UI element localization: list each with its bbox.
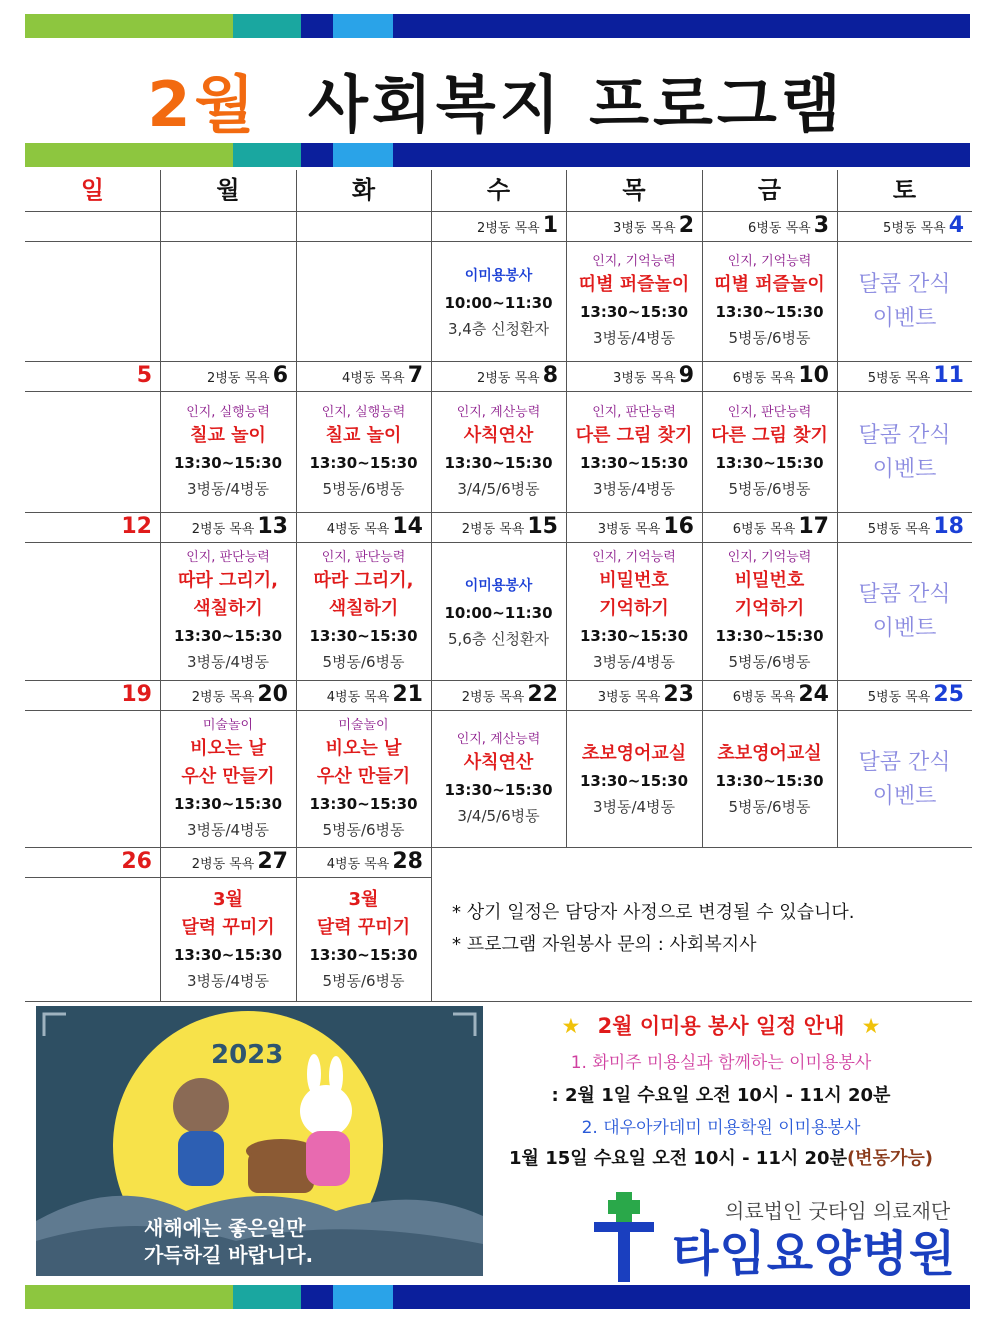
bath-ward: 6병동 목욕 (732, 371, 796, 386)
program-category: 인지, 판단능력 (592, 404, 676, 420)
bath-ward: 6병동 목욕 (748, 221, 811, 236)
haircut-info (486, 1010, 956, 1170)
sunday-date: 5 (136, 363, 152, 388)
program-category: 미술놀이 (338, 717, 389, 733)
program-time: 13:30~15:30 (173, 627, 283, 645)
program-name: 3월 (348, 889, 379, 910)
program-time: 13:30~15:30 (309, 453, 418, 472)
snack-event: 이벤트 (872, 456, 937, 482)
sunday-date: 12 (121, 514, 152, 539)
date-number: 28 (392, 849, 423, 874)
grid-line (566, 680, 567, 847)
date-number: 21 (392, 682, 423, 707)
bath-ward: 3병동 목욕 (597, 690, 661, 705)
day-program (160, 712, 296, 847)
day-header: 목 (622, 176, 646, 204)
date-label (296, 512, 431, 542)
date-number: 4 (948, 213, 964, 238)
date-number: 10 (798, 363, 829, 388)
program-category: 인지, 기억능력 (592, 550, 676, 565)
date-label (431, 211, 566, 241)
grid-line (296, 211, 297, 361)
date-number: 20 (257, 682, 288, 707)
date-number: 17 (798, 514, 829, 539)
program-time: 13:30~15:30 (579, 453, 689, 472)
day-program (160, 544, 296, 680)
new-year-card (36, 1006, 483, 1276)
grid-line (25, 391, 972, 392)
day-program (702, 243, 837, 361)
program-wards: 3병동/4병동 (186, 653, 270, 671)
grid-line (296, 512, 297, 680)
program-time: 13:30~15:30 (715, 627, 824, 645)
bath-ward: 4병동 목욕 (326, 857, 390, 872)
note-volunteer-contact: * 프로그램 자원봉사 문의 : 사회복지사 (452, 934, 757, 955)
day-program (566, 544, 702, 680)
program-time: 13:30~15:30 (309, 627, 418, 645)
bath-ward: 3병동 목욕 (597, 522, 661, 537)
program-wards: 5병동/6병동 (322, 972, 405, 990)
program-name: 초보영어교실 (717, 742, 822, 764)
date-label (837, 512, 972, 542)
grid-line (431, 361, 432, 512)
bottom-color-bar (25, 1285, 970, 1309)
day-program (296, 393, 431, 512)
day-program (837, 243, 972, 361)
day-program (160, 393, 296, 512)
day-header: 수 (486, 176, 511, 204)
day-header: 금 (757, 176, 782, 204)
program-wards: 3병동/4병동 (186, 820, 270, 839)
program-name: 기억하기 (734, 598, 805, 619)
day-program (566, 243, 702, 361)
grid-line (702, 211, 703, 361)
day-header: 일 (80, 176, 105, 204)
date-label (160, 512, 296, 542)
program-time: 13:30~15:30 (579, 771, 689, 790)
date-number: 23 (663, 682, 694, 707)
program-category: 인지, 판단능력 (321, 550, 406, 565)
program-time: 13:30~15:30 (173, 794, 283, 813)
program-name: 사칙연산 (463, 751, 534, 773)
grid-line (431, 512, 432, 680)
snack-event: 달콤 간식 (858, 749, 951, 775)
grid-line (431, 211, 432, 361)
date-number: 11 (933, 363, 964, 388)
title-text: 사회복지 프로그램 (307, 68, 845, 141)
program-wards: 3병동/4병동 (592, 479, 676, 498)
program-time: 13:30~15:30 (173, 946, 283, 964)
bath-ward: 6병동 목욕 (732, 522, 796, 537)
date-label (702, 211, 837, 241)
date-number: 7 (407, 363, 423, 388)
date-number: 3 (813, 213, 829, 238)
program-wards: 3병동/4병동 (592, 653, 676, 671)
top-color-bar (25, 14, 970, 38)
program-wards: 3병동/4병동 (592, 797, 676, 816)
program-time: 13:30~15:30 (173, 453, 283, 472)
program-time: 13:30~15:30 (715, 771, 824, 790)
day-program (431, 393, 566, 512)
snack-event: 이벤트 (872, 616, 937, 641)
haircut-item-2-date (486, 1144, 956, 1170)
program-name: 비오는 날 (190, 737, 266, 759)
grid-line (25, 1001, 972, 1002)
note-schedule-change: * 상기 일정은 담당자 사정으로 변경될 수 있습니다. (452, 902, 855, 923)
program-wards: 5병동/6병동 (728, 479, 811, 498)
date-label (566, 211, 702, 241)
bath-ward: 5병동 목욕 (867, 522, 931, 537)
bath-ward: 2병동 목욕 (477, 371, 540, 386)
grid-line (702, 512, 703, 680)
snack-event: 이벤트 (872, 783, 937, 809)
program-name: 사칙연산 (463, 424, 534, 446)
program-time: 13:30~15:30 (715, 303, 824, 321)
grid-line (160, 211, 161, 361)
program-time: 13:30~15:30 (715, 453, 824, 472)
date-number: 15 (527, 514, 558, 539)
program-wards: 5병동/6병동 (728, 329, 811, 347)
snack-event: 달콤 간식 (858, 272, 951, 297)
grid-line (702, 361, 703, 512)
haircut-service: 이미용봉사 (464, 268, 533, 284)
date-number: 14 (392, 514, 423, 539)
grid-line (431, 680, 432, 847)
grid-line (25, 542, 972, 543)
sunday-date: 26 (121, 849, 152, 874)
program-wards: 5병동/6병동 (728, 797, 811, 816)
grid-line (702, 680, 703, 847)
bath-ward: 2병동 목욕 (461, 690, 525, 705)
program-name: 초보영어교실 (581, 742, 687, 764)
date-label (702, 361, 837, 391)
haircut-item-1: 1. 화미주 미용실과 함께하는 이미용봉사 (570, 1053, 872, 1073)
date-number: 1 (542, 213, 558, 238)
date-number: 13 (257, 514, 288, 539)
bath-ward: 5병동 목욕 (883, 221, 946, 236)
date-number: 27 (257, 849, 288, 874)
bath-ward: 5병동 목욕 (867, 371, 931, 386)
grid-line (431, 847, 432, 1001)
day-program (296, 879, 431, 1001)
card-year: 2023 (211, 1040, 284, 1070)
program-name: 다른 그림 찾기 (575, 424, 693, 446)
date-label (702, 680, 837, 710)
program-category: 미술놀이 (202, 717, 254, 733)
haircut-item-1-date: : 2월 1일 수요일 오전 10시 - 11시 20분 (551, 1085, 891, 1106)
program-category: 인지, 실행능력 (186, 404, 270, 420)
grid-line (566, 170, 567, 211)
bath-ward: 2병동 목욕 (191, 690, 255, 705)
grid-line (837, 680, 838, 847)
date-label (431, 512, 566, 542)
day-header: 화 (351, 176, 376, 204)
grid-line (160, 170, 161, 211)
calendar (25, 170, 972, 1002)
program-category: 인지, 판단능력 (727, 404, 812, 420)
program-wards: 3병동/4병동 (186, 479, 270, 498)
program-name: 3월 (213, 889, 243, 910)
bath-ward: 6병동 목욕 (732, 690, 796, 705)
grid-line (566, 361, 567, 512)
program-name: 띠별 퍼즐놀이 (578, 274, 690, 295)
grid-line (566, 211, 567, 361)
day-program (296, 544, 431, 680)
date-label (296, 680, 431, 710)
program-name: 따라 그리기, (177, 570, 279, 591)
program-name: 색칠하기 (193, 598, 263, 619)
haircut-info-heading (486, 1010, 956, 1040)
date-number: 16 (663, 514, 694, 539)
program-name: 비오는 날 (325, 737, 402, 759)
day-program (837, 712, 972, 847)
grid-line (296, 361, 297, 512)
bath-ward: 5병동 목욕 (867, 690, 931, 705)
snack-event: 달콤 간식 (858, 422, 951, 448)
date-label (160, 680, 296, 710)
star-icon: ★ (561, 1014, 581, 1038)
sunday-date: 19 (121, 682, 152, 707)
foundation-name: 의료법인 굿타임 의료재단 (725, 1199, 951, 1223)
grid-line (160, 680, 161, 847)
change-possible-note: (변동가능) (846, 1148, 933, 1169)
date-label (160, 361, 296, 391)
haircut-heading-text: 2월 이미용 봉사 일정 안내 (597, 1014, 845, 1038)
sunday-date (25, 211, 160, 241)
program-category: 인지, 계산능력 (456, 404, 541, 420)
grid-line (25, 710, 972, 711)
date-number: 8 (542, 363, 558, 388)
bath-ward: 2병동 목욕 (191, 857, 255, 872)
grid-line (566, 512, 567, 680)
grid-line (837, 512, 838, 680)
program-name: 색칠하기 (328, 598, 399, 619)
date-number: 22 (527, 682, 558, 707)
day-program (702, 544, 837, 680)
program-wards: 5병동/6병동 (322, 479, 405, 498)
grid-line (25, 877, 431, 878)
program-wards: 5병동/6병동 (322, 653, 405, 671)
day-program (296, 712, 431, 847)
date-label (566, 680, 702, 710)
program-wards: 3병동/4병동 (592, 329, 676, 347)
program-name: 기억하기 (599, 598, 669, 619)
bath-ward: 3병동 목욕 (613, 371, 676, 386)
service-note: 5,6층 신청환자 (447, 630, 550, 648)
bath-ward: 2병동 목욕 (461, 522, 525, 537)
date-number: 2 (678, 213, 694, 238)
snack-event: 달콤 간식 (858, 582, 951, 607)
date-label (431, 680, 566, 710)
grid-line (296, 847, 297, 1001)
grid-line (837, 170, 838, 211)
program-wards: 3/4/5/6병동 (457, 806, 540, 825)
date-number: 25 (933, 682, 964, 707)
program-time: 13:30~15:30 (444, 780, 553, 799)
program-wards: 5병동/6병동 (728, 653, 811, 671)
day-program (431, 712, 566, 847)
program-category: 인지, 기억능력 (727, 254, 812, 269)
bath-ward: 4병동 목욕 (342, 371, 405, 386)
service-time: 10:00~11:30 (444, 294, 553, 312)
grid-line (837, 211, 838, 361)
date-label (160, 847, 296, 877)
day-program (702, 712, 837, 847)
program-time: 13:30~15:30 (309, 794, 418, 813)
program-category: 인지, 기억능력 (727, 550, 812, 565)
grid-line (160, 361, 161, 512)
program-wards: 3/4/5/6병동 (457, 479, 540, 498)
bath-ward: 2병동 목욕 (207, 371, 270, 386)
program-time: 13:30~15:30 (579, 303, 689, 321)
day-program (431, 243, 566, 361)
title-month: 2월 (147, 68, 259, 141)
date-number: 18 (933, 514, 964, 539)
grid-line (296, 170, 297, 211)
program-category: 인지, 기억능력 (592, 254, 676, 269)
service-time: 10:00~11:30 (444, 604, 553, 622)
title-color-bar (25, 143, 970, 167)
program-name: 띠별 퍼즐놀이 (714, 274, 825, 295)
program-name: 칠교 놀이 (190, 424, 266, 446)
program-name: 비밀번호 (599, 570, 669, 591)
date-label (296, 847, 431, 877)
day-program (431, 544, 566, 680)
bath-ward: 2병동 목욕 (477, 221, 540, 236)
day-header: 토 (892, 176, 917, 204)
card-greeting-2: 가득하길 바랍니다. (144, 1243, 314, 1267)
page-title (0, 55, 992, 144)
haircut-item-2-date-text: 1월 15일 수요일 오전 10시 - 11시 20분 (509, 1148, 847, 1169)
date-number: 9 (678, 363, 694, 388)
day-program (837, 544, 972, 680)
program-time: 13:30~15:30 (579, 627, 689, 645)
grid-line (160, 847, 161, 1001)
program-wards: 3병동/4병동 (186, 972, 270, 990)
grid-line (296, 680, 297, 847)
date-number: 24 (798, 682, 829, 707)
program-time: 13:30~15:30 (309, 946, 418, 964)
date-label (837, 361, 972, 391)
grid-line (25, 241, 972, 242)
program-name: 칠교 놀이 (325, 424, 402, 446)
day-program (160, 879, 296, 1001)
hospital-name: 타임요양병원 (672, 1226, 957, 1282)
program-name: 달력 꾸미기 (316, 917, 411, 938)
program-category: 인지, 판단능력 (186, 550, 270, 565)
date-label (296, 361, 431, 391)
haircut-item-2: 2. 대우아카데미 미용학원 이미용봉사 (581, 1118, 861, 1138)
program-name: 우산 만들기 (316, 765, 411, 787)
day-program (566, 393, 702, 512)
date-number: 6 (272, 363, 288, 388)
day-program (837, 393, 972, 512)
grid-line (160, 512, 161, 680)
program-category: 인지, 실행능력 (321, 404, 406, 420)
bath-ward: 3병동 목욕 (613, 221, 676, 236)
day-header: 월 (216, 176, 240, 204)
program-name: 비밀번호 (734, 570, 805, 591)
day-program (566, 712, 702, 847)
grid-line (837, 361, 838, 512)
date-label (837, 211, 972, 241)
day-program (702, 393, 837, 512)
date-label (566, 512, 702, 542)
date-label (702, 512, 837, 542)
date-label (431, 361, 566, 391)
program-name: 달력 꾸미기 (181, 917, 275, 938)
snack-event: 이벤트 (872, 306, 937, 331)
card-greeting-1: 새해에는 좋은일만 (144, 1216, 306, 1240)
program-name: 다른 그림 찾기 (711, 424, 828, 446)
grid-line (702, 170, 703, 211)
service-note: 3,4층 신청환자 (447, 320, 550, 338)
program-time: 13:30~15:30 (444, 453, 553, 472)
bath-ward: 4병동 목욕 (326, 690, 390, 705)
grid-line (431, 170, 432, 211)
program-name: 따라 그리기, (313, 570, 414, 591)
program-category: 인지, 계산능력 (456, 731, 541, 747)
bath-ward: 2병동 목욕 (191, 522, 255, 537)
program-wards: 5병동/6병동 (322, 820, 405, 839)
bath-ward: 4병동 목욕 (326, 522, 390, 537)
date-label (566, 361, 702, 391)
haircut-service: 이미용봉사 (464, 578, 533, 594)
program-name: 우산 만들기 (181, 765, 275, 787)
date-label (837, 680, 972, 710)
star-icon: ★ (861, 1014, 881, 1038)
